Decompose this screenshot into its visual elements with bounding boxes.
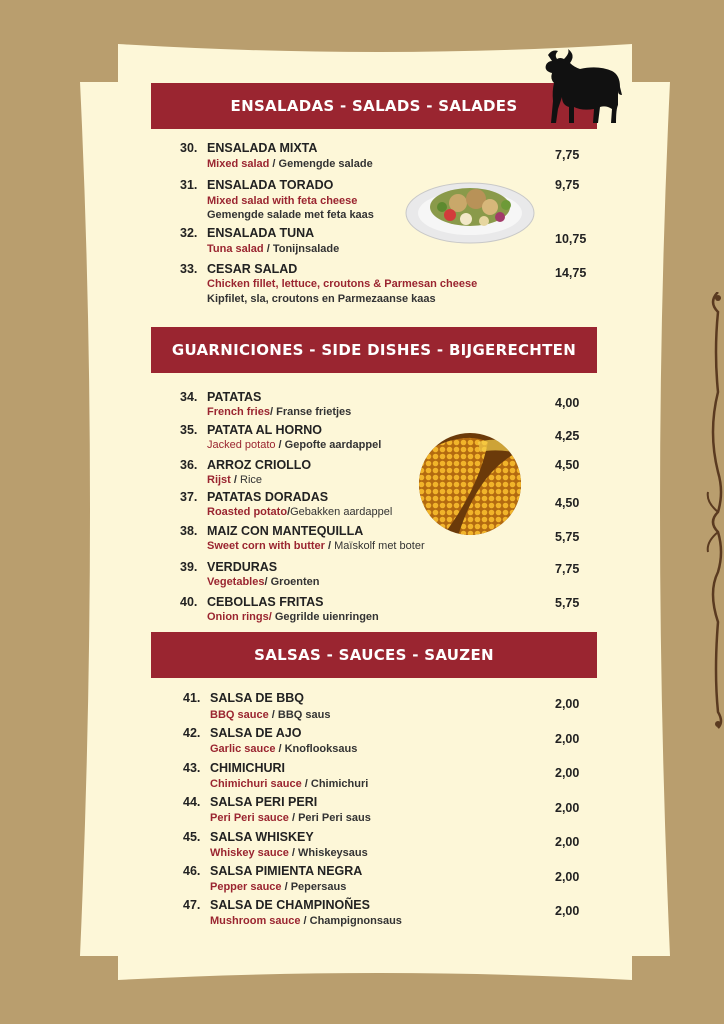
bull-silhouette-icon <box>540 47 624 129</box>
item-price: 4,50 <box>555 496 580 510</box>
item-description: Onion rings/ Gegrilde uienringen <box>207 611 379 623</box>
item-number: 42. <box>183 726 201 740</box>
item-number: 45. <box>183 830 201 844</box>
item-number: 44. <box>183 795 201 809</box>
item-price: 4,00 <box>555 396 580 410</box>
item-description-dutch: Kipfilet, sla, croutons en Parmezaanse kaas <box>207 293 436 305</box>
section-title: SALSAS - SAUCES - SAUZEN <box>254 646 494 664</box>
item-name: ARROZ CRIOLLO <box>207 458 312 472</box>
item-name: SALSA PIMIENTA NEGRA <box>210 864 363 878</box>
item-description: Jacked potato / Gepofte aardappel <box>207 439 382 451</box>
section-banner-salads <box>151 83 597 129</box>
item-price: 4,25 <box>555 429 580 443</box>
item-description: Roasted potato/Gebakken aardappel <box>207 506 393 518</box>
item-number: 43. <box>183 761 201 775</box>
section-banner-side-dishes <box>151 327 597 373</box>
item-description: Mixed salad / Gemengde salade <box>207 158 373 170</box>
item-number: 30. <box>180 141 198 155</box>
item-description: Rijst / Rice <box>207 474 263 486</box>
item-name: PATATA AL HORNO <box>207 423 323 437</box>
item-price: 2,00 <box>555 870 580 884</box>
item-description: Pepper sauce / Pepersaus <box>210 881 347 893</box>
item-description: Chicken fillet, lettuce, croutons & Parmesan cheese <box>207 278 478 290</box>
item-price: 10,75 <box>555 232 587 246</box>
section-banner-sauces <box>151 632 597 678</box>
item-number: 32. <box>180 226 198 240</box>
item-name: ENSALADA TORADO <box>207 178 334 192</box>
item-number: 40. <box>180 595 198 609</box>
item-name: CEBOLLAS FRITAS <box>207 595 324 609</box>
item-number: 35. <box>180 423 198 437</box>
item-description: Mushroom sauce / Champignonsaus <box>210 915 402 927</box>
item-description-dutch: Gemengde salade met feta kaas <box>207 209 374 221</box>
item-name: SALSA PERI PERI <box>210 795 318 809</box>
item-name: ENSALADA MIXTA <box>207 141 318 155</box>
item-price: 7,75 <box>555 148 580 162</box>
item-description: Mixed salad with feta cheese <box>207 195 358 207</box>
item-price: 5,75 <box>555 530 580 544</box>
item-name: PATATAS DORADAS <box>207 490 329 504</box>
item-number: 37. <box>180 490 198 504</box>
item-name: CHIMICHURI <box>210 761 285 775</box>
item-name: CESAR SALAD <box>207 262 298 276</box>
item-name: VERDURAS <box>207 560 278 574</box>
item-description: Chimichuri sauce / Chimichuri <box>210 778 369 790</box>
section-title: GUARNICIONES - SIDE DISHES - BIJGERECHTEN <box>171 341 577 359</box>
corn-cob-icon <box>418 432 522 536</box>
item-name: SALSA DE AJO <box>210 726 302 740</box>
item-name: ENSALADA TUNA <box>207 226 315 240</box>
item-name: SALSA DE CHAMPINOÑES <box>210 898 370 912</box>
salad-bowl-icon <box>404 175 536 245</box>
item-number: 38. <box>180 524 198 538</box>
item-description: French fries/ Franse frietjes <box>207 406 352 418</box>
item-number: 36. <box>180 458 198 472</box>
item-price: 7,75 <box>555 562 580 576</box>
item-description: Whiskey sauce / Whiskeysaus <box>210 847 368 859</box>
item-description: Sweet corn with butter / Maïskolf met boter <box>207 540 425 552</box>
item-price: 2,00 <box>555 801 580 815</box>
item-number: 39. <box>180 560 198 574</box>
item-price: 14,75 <box>555 266 587 280</box>
item-description: BBQ sauce / BBQ saus <box>210 709 331 721</box>
item-name: MAIZ CON MANTEQUILLA <box>207 524 364 538</box>
item-price: 5,75 <box>555 596 580 610</box>
item-price: 2,00 <box>555 697 580 711</box>
item-name: PATATAS <box>207 390 262 404</box>
item-price: 2,00 <box>555 835 580 849</box>
item-name: SALSA WHISKEY <box>210 830 314 844</box>
item-number: 46. <box>183 864 201 878</box>
item-price: 4,50 <box>555 458 580 472</box>
item-number: 34. <box>180 390 198 404</box>
item-description: Peri Peri sauce / Peri Peri saus <box>210 812 371 824</box>
item-description: Garlic sauce / Knoflooksaus <box>210 743 358 755</box>
item-number: 31. <box>180 178 198 192</box>
item-number: 33. <box>180 262 198 276</box>
item-description: Vegetables/ Groenten <box>207 576 320 588</box>
item-price: 2,00 <box>555 732 580 746</box>
item-name: SALSA DE BBQ <box>210 691 304 705</box>
item-number: 47. <box>183 898 201 912</box>
scroll-ornament-icon <box>704 292 724 732</box>
item-price: 9,75 <box>555 178 580 192</box>
item-number: 41. <box>183 691 201 705</box>
item-description: Tuna salad / Tonijnsalade <box>207 243 340 255</box>
item-price: 2,00 <box>555 904 580 918</box>
item-price: 2,00 <box>555 766 580 780</box>
section-title: ENSALADAS - SALADS - SALADES <box>230 97 518 115</box>
